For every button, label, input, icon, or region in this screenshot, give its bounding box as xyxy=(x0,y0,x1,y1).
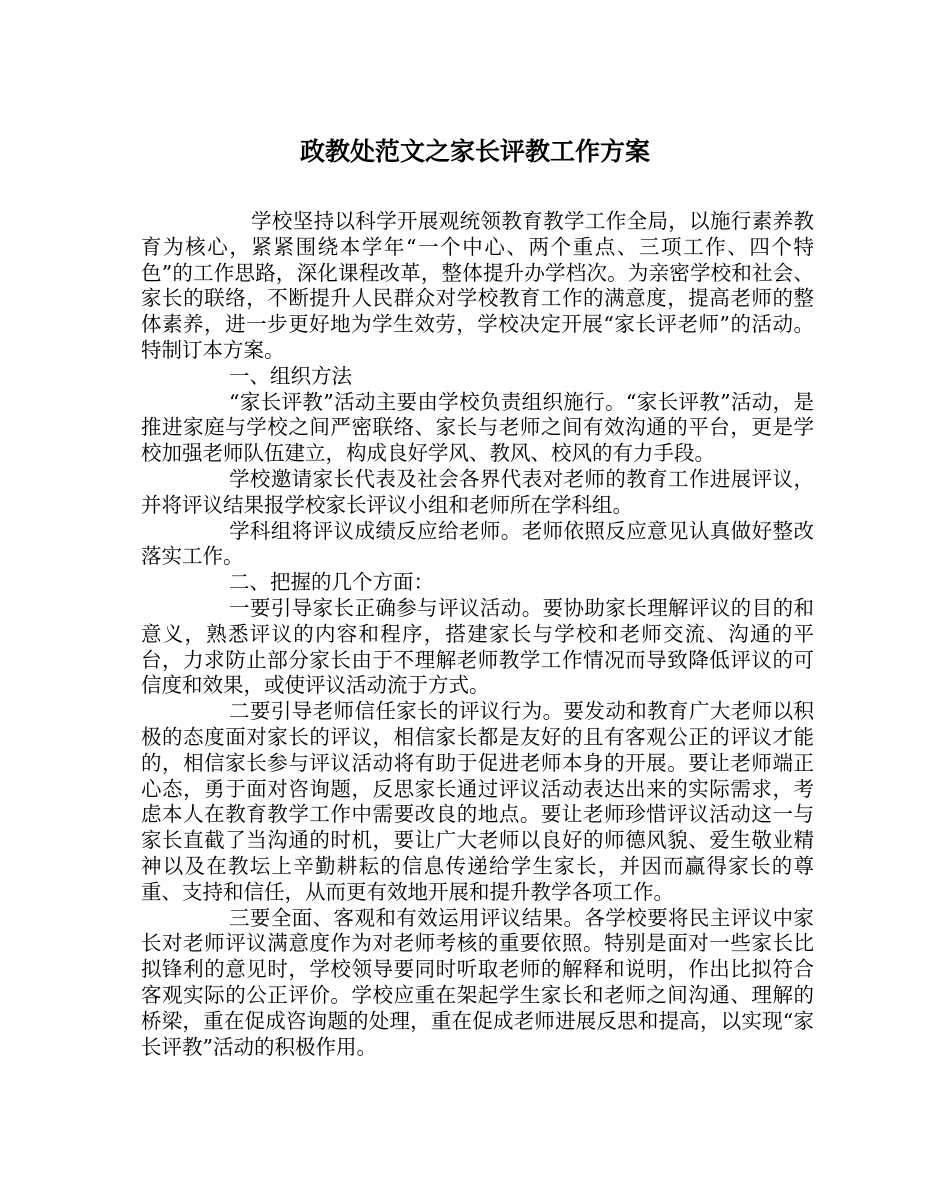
body-paragraph: 学科组将评议成绩反应给老师。老师依照反应意见认真做好整改落实工作。 xyxy=(141,518,814,569)
body-paragraph: “家长评教”活动主要由学校负责组织施行。“家长评教”活动，是推进家庭与学校之间严密联络、家长与老师之间有效沟通的平台，更是学校加强老师队伍建立，构成良好学风、教风、校风的有力手段。 xyxy=(141,389,814,466)
body-paragraph: 二要引导老师信任家长的评议行为。要发动和教育广大老师以积极的态度面对家长的评议，相信家长都是友好的且有客观公正的评议才能的，相信家长参与评议活动将有助于促进老师本身的开展。要让老师端正心态，勇于面对咨询题，反思家长通过评议活动表达出来的实际需求，考虑本人在教育教学工作中需要改良的地点。要让老师珍惜评议活动这一与家长直截了当沟通的时机，要让广大老师以良好的师德风貌、爱生敬业精神以及在教坛上辛勤耕耘的信息传递给学生家长，并因而赢得家长的尊重、支持和信任，从而更有效地开展和提升教学各项工作。 xyxy=(141,699,814,904)
document-body xyxy=(141,209,814,1060)
body-paragraph: 一要引导家长正确参与评议活动。要协助家长理解评议的目的和意义，熟悉评议的内容和程序，搭建家长与学校和老师交流、沟通的平台，力求防止部分家长由于不理解老师教学工作情况而导致降低评议的可信度和效果，或使评议活动流于方式。 xyxy=(141,595,814,698)
document-title: 政教处范文之家长评教工作方案 xyxy=(299,137,650,166)
body-paragraph: 学校邀请家长代表及社会各界代表对老师的教育工作进展评议，并将评议结果报学校家长评议小组和老师所在学科组。 xyxy=(141,466,814,517)
section-heading-aspects: 二、把握的几个方面： xyxy=(229,570,434,595)
intro-paragraph: 学校坚持以科学开展观统领教育教学工作全局，以施行素养教育为核心，紧紧围绕本学年“一个中心、两个重点、三项工作、四个特色”的工作思路，深化课程改革，整体提升办学档次。为亲密学校和社会、家长的联络，不断提升人民群众对学校教育工作的满意度，提高老师的整体素养，进一步更好地为学生效劳，学校决定开展“家长评老师”的活动。特制订本方案。 xyxy=(141,209,814,362)
body-paragraph: 三要全面、客观和有效运用评议结果。各学校要将民主评议中家长对老师评议满意度作为对老师考核的重要依照。特别是面对一些家长比拟锋利的意见时，学校领导要同时听取老师的解释和说明，作出比拟符合客观实际的公正评价。学校应重在架起学生家长和老师之间沟通、理解的桥梁，重在促成咨询题的处理，重在促成老师进展反思和提高，以实现“家长评教”活动的积极作用。 xyxy=(141,905,814,1059)
section-heading-organization: 一、组织方法 xyxy=(229,363,352,388)
